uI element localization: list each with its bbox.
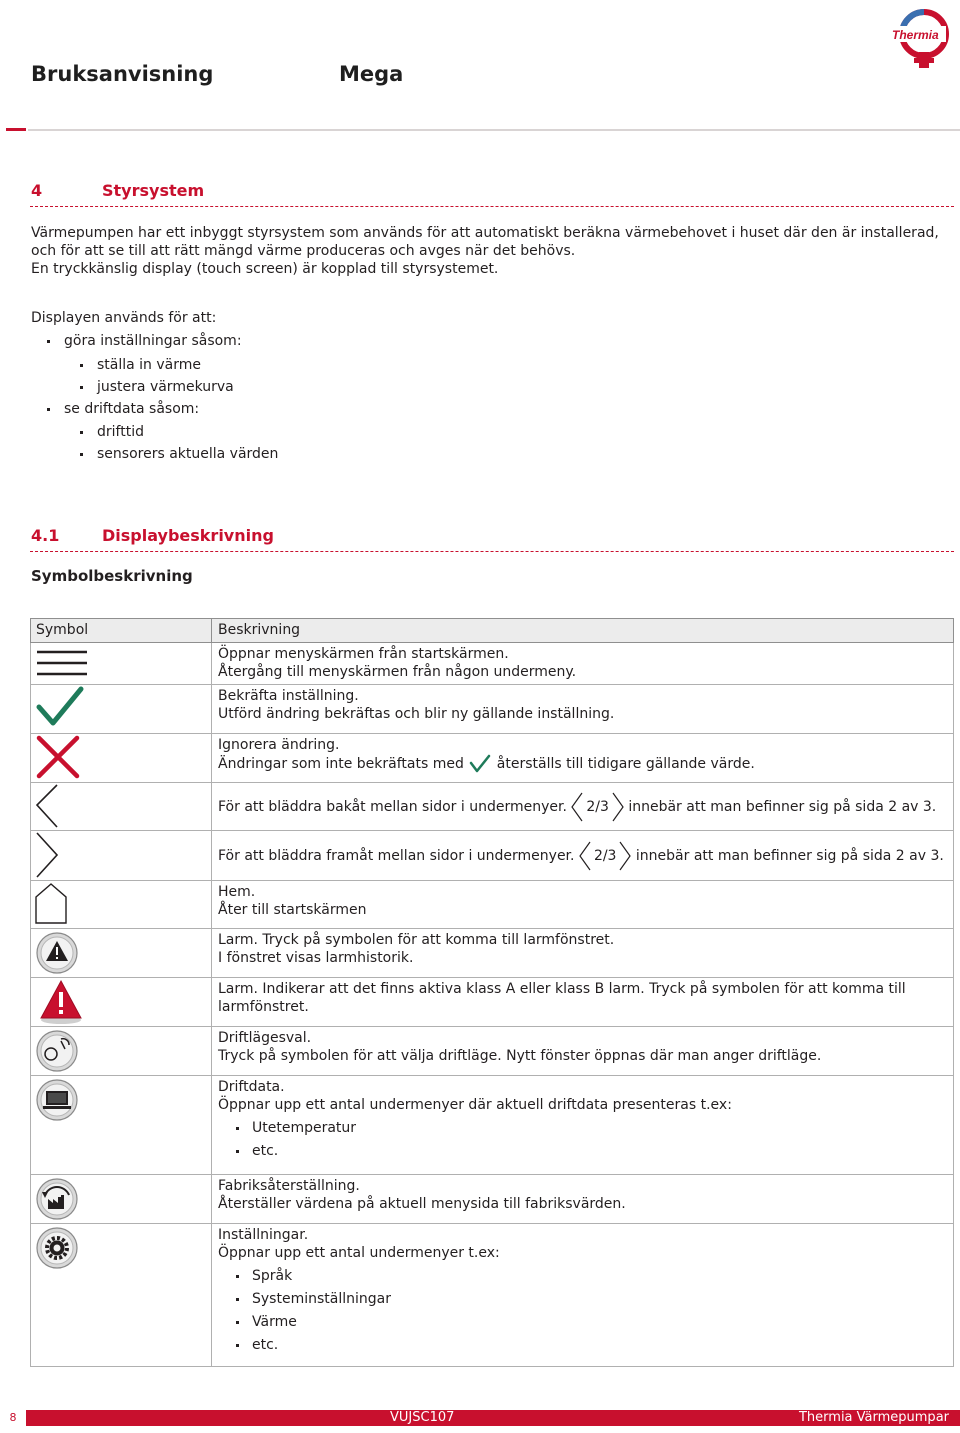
bullet-1: göra inställningar såsom: (64, 333, 242, 349)
desc-line: I fönstret visas larmhistorik. (218, 950, 414, 966)
table-row (31, 783, 954, 831)
table-row (31, 643, 954, 685)
inline-chevron-right-icon (612, 792, 624, 822)
desc-cell (212, 1175, 954, 1224)
desc-line (218, 754, 947, 774)
desc-line: Återställer värdena på aktuell menysida till fabriksvärden. (218, 1196, 626, 1212)
desc-cell (212, 978, 954, 1027)
desc-cell (212, 881, 954, 929)
symbol-cell (31, 1076, 212, 1175)
table-row (31, 1175, 954, 1224)
desc-line: Larm. Tryck på symbolen för att komma till larmfönstret. (218, 932, 615, 948)
symbol-cell (31, 1224, 212, 1367)
desc-line: Driftlägesval. (218, 1030, 312, 1046)
home-icon (31, 881, 91, 927)
sub-bullet-1-1: ställa in värme (97, 357, 202, 373)
symbol-cell (31, 1027, 212, 1076)
page-indicator (579, 841, 632, 871)
desc-bullet: Språk (252, 1267, 947, 1285)
desc-text: innebär att man befinner sig på sida 2 av 3. (628, 798, 937, 815)
operating-data-icon (31, 1076, 91, 1124)
section-number: 4 (31, 181, 43, 200)
cross-icon (31, 734, 91, 780)
desc-bullet: Systeminställningar (252, 1290, 947, 1308)
desc-line: Inställningar. (218, 1227, 309, 1243)
footer-company: Thermia Värmepumpar (798, 1410, 949, 1425)
para-2: En tryckkänslig display (touch screen) är kopplad till styrsystemet. (31, 261, 499, 277)
desc-line: Öppnar upp ett antal undermenyer t.ex: (218, 1245, 500, 1261)
alarm-icon (31, 929, 91, 977)
desc-cell (212, 643, 954, 685)
desc-text: För att bläddra framåt mellan sidor i undermenyer. (218, 847, 575, 864)
symbol-cell (31, 1175, 212, 1224)
section-rule (30, 206, 954, 207)
table-row (31, 685, 954, 734)
sub-bullet-2-2: sensorers aktuella värden (97, 446, 279, 462)
table-row (31, 929, 954, 978)
inline-chevron-left-icon (579, 841, 591, 871)
symbol-cell (31, 929, 212, 978)
footer-page-number: 8 (0, 1410, 26, 1426)
table-row (31, 1224, 954, 1367)
thermia-logo (890, 6, 954, 70)
page-number: 2/3 (593, 847, 617, 864)
desc-line: Fabriksåterställning. (218, 1178, 360, 1194)
menu-icon (31, 643, 91, 683)
symbol-cell (31, 685, 212, 734)
table-row (31, 831, 954, 881)
desc-cell (212, 1076, 954, 1175)
footer-doc-code: VUJSC107 (390, 1410, 455, 1425)
desc-cell (212, 1224, 954, 1367)
page-number: 2/3 (586, 798, 609, 815)
intro-line: Displayen används för att: (31, 310, 217, 326)
desc-text: innebär att man befinner sig på sida 2 av 3. (635, 847, 944, 864)
settings-gear-icon (31, 1224, 91, 1272)
subsection-number: 4.1 (31, 526, 60, 545)
desc-line: Driftdata. (218, 1079, 285, 1095)
active-alarm-icon (31, 978, 91, 1026)
col-desc-header: Beskrivning (212, 619, 954, 643)
inline-chevron-left-icon (571, 792, 583, 822)
factory-reset-icon (31, 1175, 91, 1223)
page-indicator (571, 792, 624, 822)
desc-cell (212, 1027, 954, 1076)
desc-cell (212, 783, 954, 831)
desc-line: Öppnar menyskärmen från startskärmen. (218, 646, 509, 662)
desc-line: Öppnar upp ett antal undermenyer där aktuell driftdata presenteras t.ex: (218, 1097, 732, 1113)
operating-mode-icon (31, 1027, 91, 1075)
check-icon (31, 685, 91, 733)
sub-bullet-1-2: justera värmekurva (97, 379, 234, 395)
symbol-cell (31, 643, 212, 685)
desc-line: Bekräfta inställning. (218, 688, 359, 704)
table-row (31, 1027, 954, 1076)
inline-check-icon (468, 754, 492, 774)
document-title: Bruksanvisning (31, 62, 214, 86)
header-rule (28, 129, 960, 131)
desc-text: Ändringar som inte bekräftats med (218, 756, 464, 772)
sub-bullet-2-1: drifttid (97, 424, 144, 440)
para-1: Värmepumpen har ett inbyggt styrsystem som används för att automatiskt beräkna värmebehovet i huset där den är installerad, och för att se till att rätt mängd värme produceras och avges när det behövs. (31, 225, 939, 259)
desc-cell (212, 929, 954, 978)
symbol-cell (31, 734, 212, 783)
inline-chevron-right-icon (619, 841, 631, 871)
symbol-cell (31, 783, 212, 831)
header-accent (6, 128, 26, 131)
product-name: Mega (339, 62, 404, 86)
symbol-heading: Symbolbeskrivning (31, 567, 193, 585)
desc-bullet: Värme (252, 1313, 947, 1331)
subsection-rule (30, 551, 954, 552)
desc-text: återställs till tidigare gällande värde. (496, 756, 755, 772)
bullet-2: se driftdata såsom: (64, 401, 200, 417)
desc-cell (212, 734, 954, 783)
symbol-cell (31, 978, 212, 1027)
symbol-cell (31, 881, 212, 929)
desc-line: Återgång till menyskärmen från någon undermeny. (218, 664, 577, 680)
table-row (31, 1076, 954, 1175)
desc-line: Åter till startskärmen (218, 902, 367, 918)
desc-text: För att bläddra bakåt mellan sidor i undermenyer. (218, 798, 567, 815)
desc-bullet: etc. (252, 1142, 947, 1160)
symbol-cell (31, 831, 212, 881)
desc-bullet: etc. (252, 1336, 947, 1354)
intro-paragraph (31, 224, 955, 278)
subsection-title: Displaybeskrivning (102, 526, 274, 545)
desc-line: Tryck på symbolen för att välja driftläge. Nytt fönster öppnas där man anger driftläge. (218, 1048, 822, 1064)
desc-line: Ignorera ändring. (218, 737, 340, 753)
col-symbol-header: Symbol (31, 619, 212, 643)
table-row (31, 734, 954, 783)
chevron-right-icon (31, 831, 91, 879)
desc-cell (212, 685, 954, 734)
symbol-table (30, 618, 954, 1367)
desc-cell (212, 831, 954, 881)
logo-text: Thermia (892, 28, 939, 42)
table-header-row (31, 619, 954, 643)
table-row (31, 978, 954, 1027)
chevron-left-icon (31, 783, 91, 829)
section-title: Styrsystem (102, 181, 205, 200)
desc-line: Utförd ändring bekräftas och blir ny gällande inställning. (218, 706, 615, 722)
desc-bullet: Utetemperatur (252, 1119, 947, 1137)
desc-line: Hem. (218, 884, 256, 900)
table-row (31, 881, 954, 929)
desc-line: Larm. Indikerar att det finns aktiva klass A eller klass B larm. Tryck på symbolen för att komma till larmfönstret. (218, 981, 906, 1015)
